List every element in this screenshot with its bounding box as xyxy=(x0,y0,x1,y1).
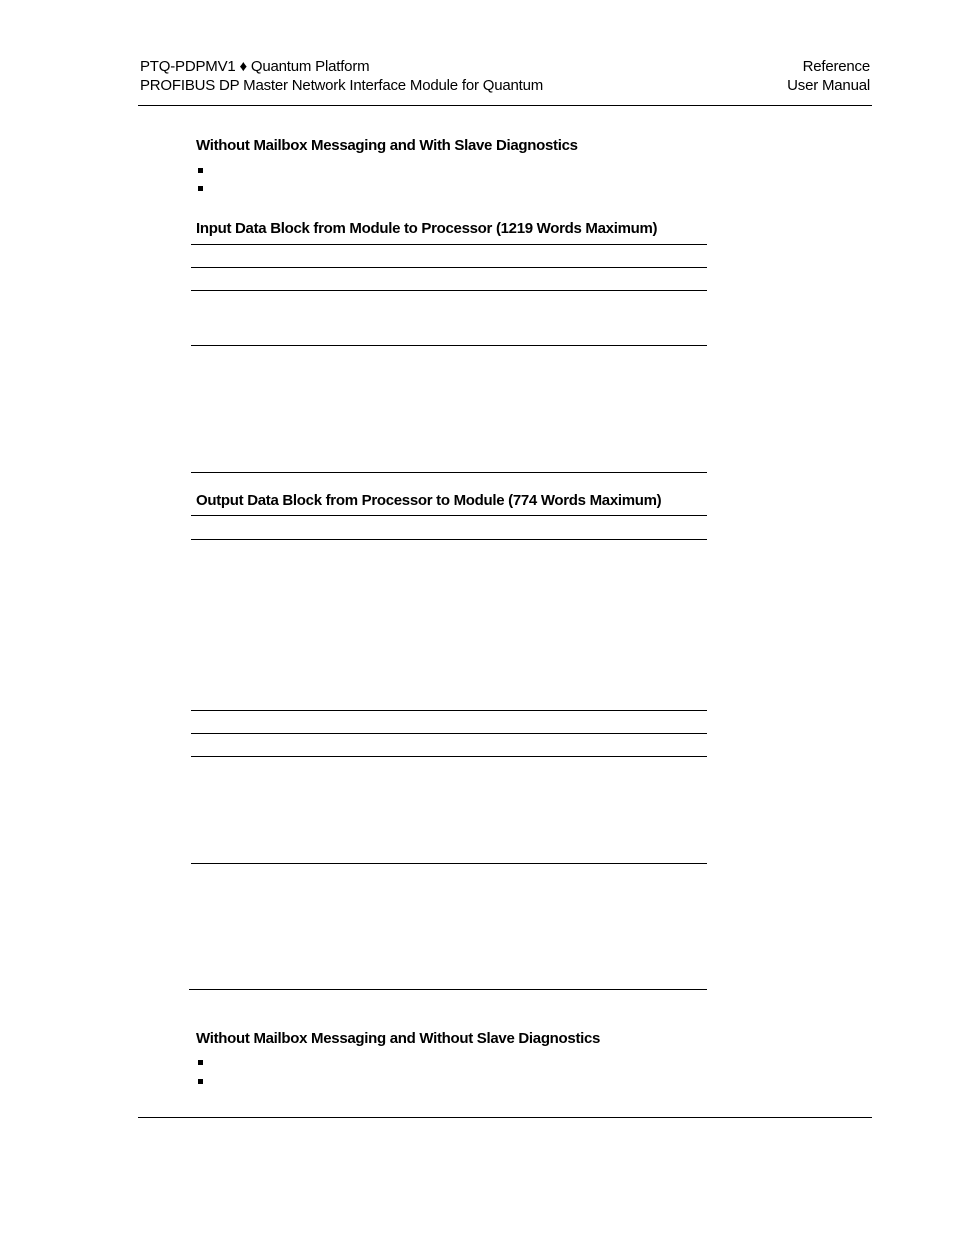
table-rule xyxy=(191,267,707,268)
bullet-marker xyxy=(198,168,203,173)
output-data-block-title: Output Data Block from Processor to Module (774 Words Maximum) xyxy=(196,492,662,509)
header-module-description: PROFIBUS DP Master Network Interface Module for Quantum xyxy=(140,77,544,94)
header-chapter: Reference xyxy=(802,58,870,75)
page-header-left xyxy=(140,57,543,95)
section-title-with-slave-diagnostics: Without Mailbox Messaging and With Slave Diagnostics xyxy=(196,137,578,154)
section-title-without-slave-diagnostics: Without Mailbox Messaging and Without Slave Diagnostics xyxy=(196,1030,601,1047)
table-rule xyxy=(191,290,707,291)
page-header-right xyxy=(787,57,870,95)
table-rule xyxy=(191,733,707,734)
input-data-block-title: Input Data Block from Module to Processor (1219 Words Maximum) xyxy=(196,220,658,237)
header-manual-type: User Manual xyxy=(787,77,870,94)
table-rule xyxy=(191,345,707,346)
table-rule xyxy=(191,756,707,757)
bullet-marker xyxy=(198,1079,203,1084)
table-rule xyxy=(191,472,707,473)
header-divider xyxy=(138,105,872,106)
header-product-line: PTQ-PDPMV1 ♦ Quantum Platform xyxy=(140,58,370,75)
table-rule xyxy=(189,989,707,990)
table-rule xyxy=(191,863,707,864)
table-rule xyxy=(191,710,707,711)
table-rule xyxy=(191,244,707,245)
bullet-marker xyxy=(198,186,203,191)
table-rule xyxy=(191,515,707,516)
bullet-marker xyxy=(198,1060,203,1065)
table-rule xyxy=(191,539,707,540)
footer-divider xyxy=(138,1117,872,1118)
